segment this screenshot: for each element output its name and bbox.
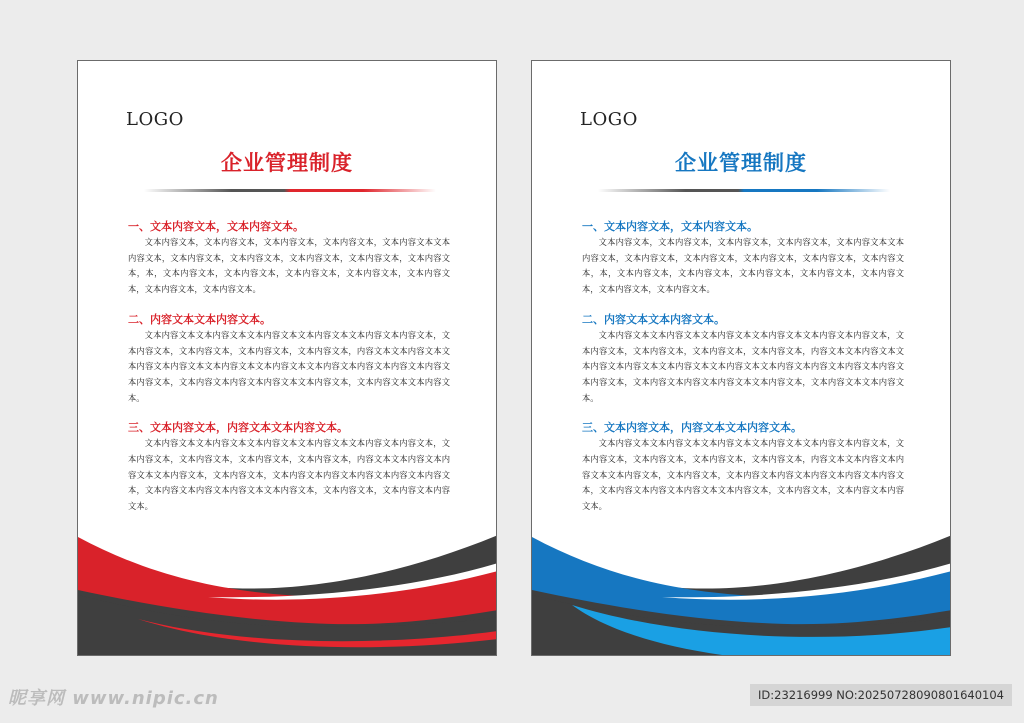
section-1 (128, 219, 450, 298)
section-body: 文本内容文本，文本内容文本，文本内容文本，文本内容文本，文本内容文本文本内容文本，文本内容文本，文本内容文本，文本内容文本，文本内容文本，文本内容文本，本，文本内容文本，文本内容文本，文本内容文本，文本内容文本，文本内容文本，文本内容文本，文本内容文本。 (128, 237, 450, 295)
title-divider (598, 189, 890, 192)
section-body: 文本内容文本文本内容文本文本内容文本文本内容文本文本内容文本内容文本，文本内容文本，文本内容文本，文本内容文本，文本内容文本，内容文本文本内容文本内容文本文本内容文本，文本内容文本，文本内容文本内容文本内容文本内容文本内容文本，文本内容文本内容文本内容文本文本内容文本，文本内容文本，文本内容文本内容文本。 (128, 438, 450, 512)
section-heading: 一、文本内容文本，文本内容文本。 (582, 220, 758, 233)
watermark-site: 昵享网 www.nipic.cn (8, 688, 219, 709)
section-heading: 二、内容文本文本内容文本。 (582, 312, 725, 326)
section-2 (128, 312, 450, 407)
board-content (128, 219, 450, 529)
section-body: 文本内容文本文本内容文本文本内容文本文本内容文本文本内容文本内容文本，文本内容文本，文本内容文本，文本内容文本，文本内容文本，内容文本文本内容文本文本内容文本内容文本文本内容文本文本内容文本文本内容文本内容文本内容文本内容文本内容文本，文本内容文本内容文本内容文本文本内容文本，文本内容文本文本内容文本。 (582, 329, 904, 403)
section-heading: 三、文本内容文本，内容文本文本内容文本。 (582, 421, 802, 435)
wave-decoration (532, 535, 951, 655)
logo-text: LOGO (126, 109, 184, 130)
section-heading: 一、文本内容文本，文本内容文本。 (128, 220, 304, 233)
board-title: 企业管理制度 (675, 150, 807, 175)
board-red (77, 60, 497, 656)
wave-decoration (78, 535, 497, 655)
board-title: 企业管理制度 (221, 150, 353, 175)
board-content (582, 219, 904, 529)
section-3 (128, 420, 450, 515)
section-3 (582, 420, 904, 515)
section-heading: 三、文本内容文本，内容文本文本内容文本。 (128, 421, 348, 435)
section-body: 文本内容文本文本内容文本文本内容文本文本内容文本文本内容文本内容文本，文本内容文本，文本内容文本，文本内容文本，文本内容文本，内容文本文本内容文本文本内容文本内容文本文本内容文本文本内容文本文本内容文本内容文本内容文本内容文本内容文本，文本内容文本内容文本内容文本文本内容文本，文本内容文本文本内容文本。 (128, 329, 450, 403)
section-body: 文本内容文本，文本内容文本，文本内容文本，文本内容文本，文本内容文本文本内容文本，文本内容文本，文本内容文本，文本内容文本，文本内容文本，文本内容文本，本，文本内容文本，文本内容文本，文本内容文本，文本内容文本，文本内容文本，文本内容文本，文本内容文本。 (582, 237, 904, 295)
logo-text: LOGO (580, 109, 638, 130)
board-blue (531, 60, 951, 656)
section-1 (582, 219, 904, 298)
watermark-id: ID:23216999 NO:20250728090801640104 (750, 684, 1012, 706)
section-heading: 二、内容文本文本内容文本。 (128, 312, 271, 326)
title-divider (144, 189, 436, 192)
section-body: 文本内容文本文本内容文本文本内容文本文本内容文本文本内容文本内容文本，文本内容文本，文本内容文本，文本内容文本，文本内容文本，内容文本文本内容文本内容文本文本内容文本，文本内容文本，文本内容文本内容文本内容文本内容文本内容文本，文本内容文本内容文本内容文本文本内容文本，文本内容文本，文本内容文本内容文本。 (582, 438, 904, 512)
section-2 (582, 312, 904, 407)
